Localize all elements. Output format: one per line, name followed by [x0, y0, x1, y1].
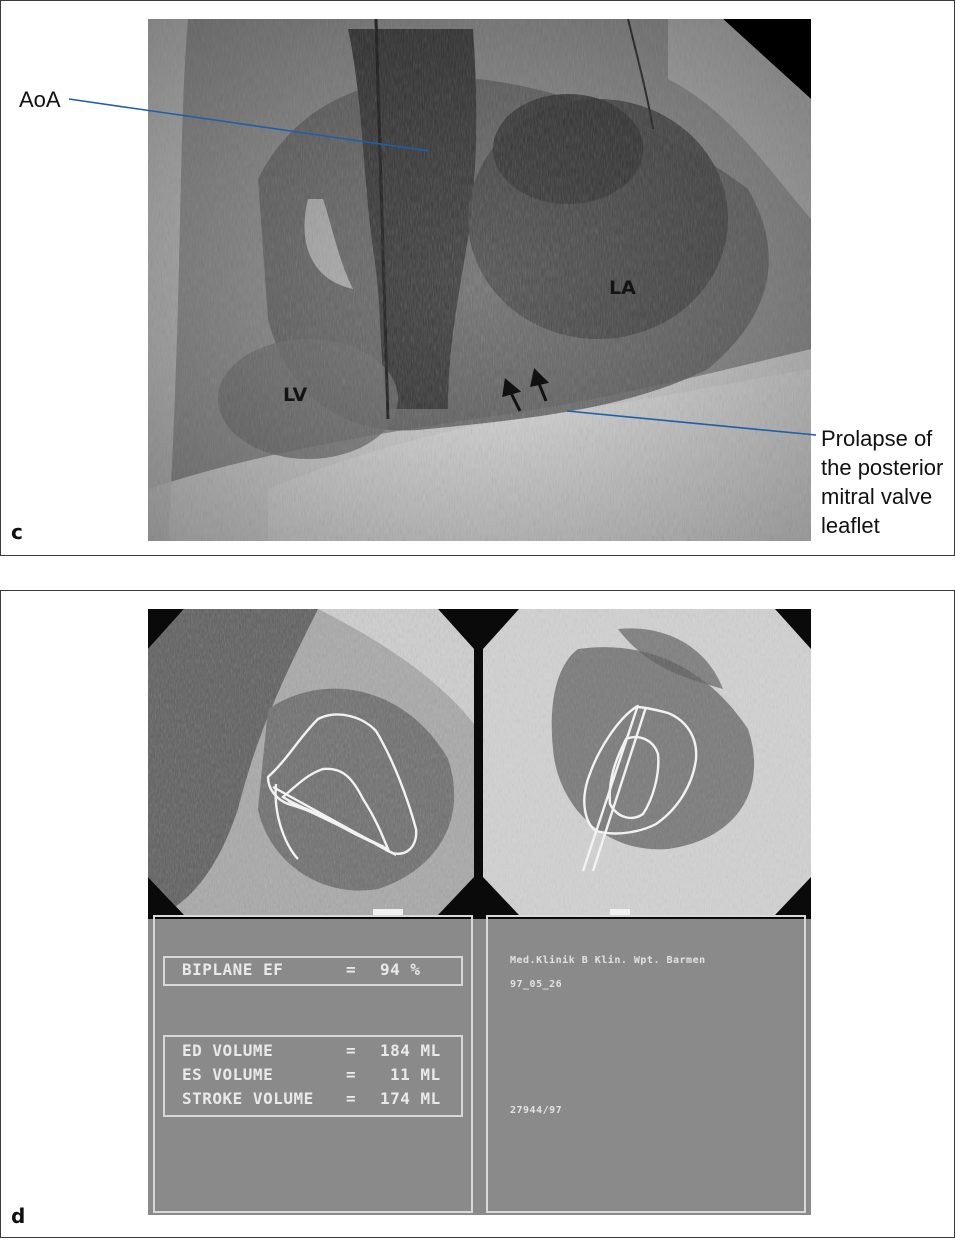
volume-equals: =: [346, 1089, 357, 1108]
panel-letter-d: d: [11, 1204, 26, 1228]
figure-panel-c: [0, 0, 955, 556]
callout-line-3: mitral valve: [821, 484, 933, 509]
ef-row: [182, 960, 421, 979]
volume-label: ES VOLUME: [182, 1065, 274, 1084]
volume-row: [182, 1065, 462, 1084]
volume-value: 184 ML: [380, 1041, 441, 1060]
figure-panel-d: [0, 590, 955, 1238]
study-date: 97_05_26: [510, 979, 563, 990]
volume-equals: =: [346, 1041, 357, 1060]
label-aoa: AoA: [19, 87, 61, 112]
volume-equals: =: [346, 1065, 357, 1084]
clinic-name: Med.Klinik B Klin. Wpt. Barmen: [510, 955, 706, 966]
callout-line-1: Prolapse of: [821, 426, 933, 451]
callout-lines: [1, 1, 955, 557]
study-id: 27944/97: [510, 1105, 563, 1116]
volume-row: [182, 1041, 462, 1060]
label-lv: LV: [283, 384, 308, 406]
ef-value: 94 %: [380, 960, 421, 979]
callout-line-2: the posterior: [821, 455, 944, 480]
volume-value: 174 ML: [380, 1089, 441, 1108]
callout-prolapse: [821, 424, 943, 540]
ef-label: BIPLANE EF: [182, 960, 284, 979]
volume-value: 11 ML: [390, 1065, 441, 1084]
ef-equals: =: [346, 960, 357, 979]
volume-label: ED VOLUME: [182, 1041, 274, 1060]
label-la: LA: [609, 277, 636, 299]
ventriculogram-monitor-d: [148, 609, 811, 1215]
panel-letter-c: c: [11, 520, 23, 544]
volume-row: [182, 1089, 462, 1108]
volume-label: STROKE VOLUME: [182, 1089, 314, 1108]
callout-line-4: leaflet: [821, 513, 880, 538]
